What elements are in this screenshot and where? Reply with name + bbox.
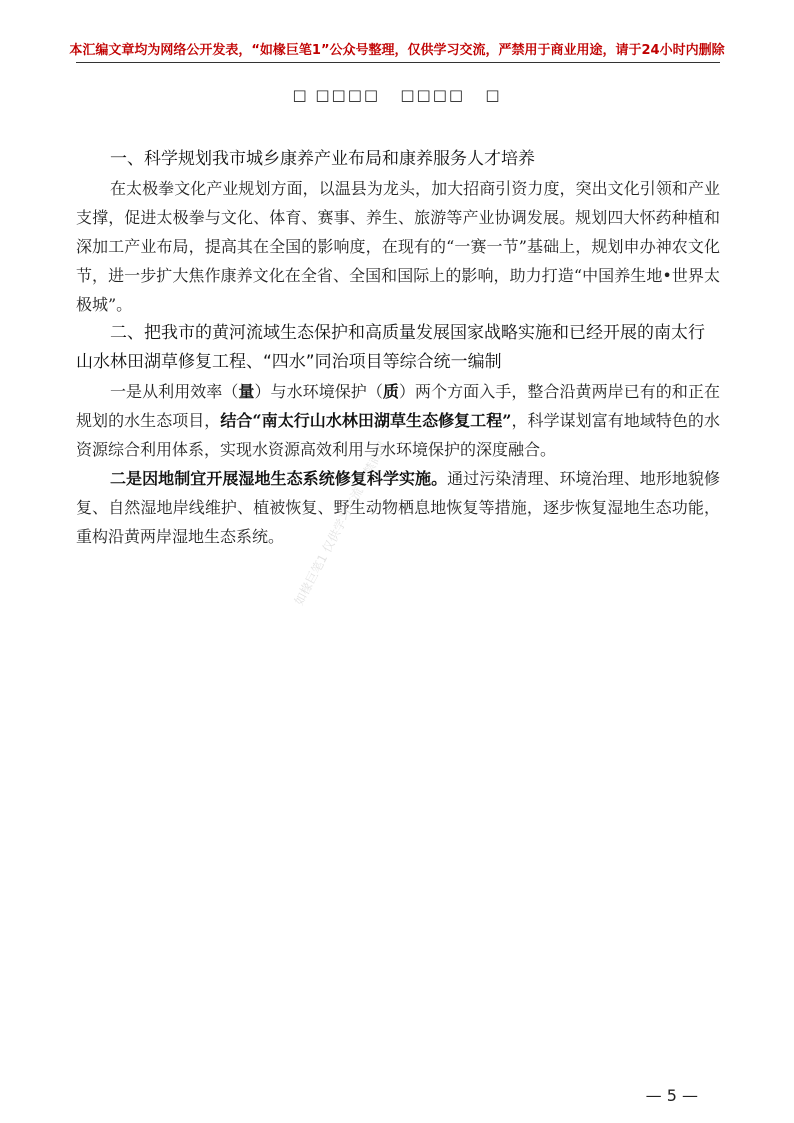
para-text: ）两个方面入手，整合沿黄两岸已有的和正在规划的水生态项目， [76,382,720,430]
para-text: 一是从利用效率（ [110,382,239,401]
section-1-paragraph: 在太极拳文化产业规划方面，以温县为龙头，加大招商引资力度，突出文化引领和产业支撑，促进太极拳与文化、体育、赛事、养生、旅游等产业协调发展。规划四大怀药种植和深加工产业布局，提高其在全国的影响度，在现有的“一赛一节”基础上，规划申办神农文化节，进一步扩大焦作康养文化在全省、全国和国际上的影响，助力打造“中国养生地•世界太极城”。 [76,179,720,314]
section-heading-2: 二、把我市的黄河流域生态保护和高质量发展国家战略实施和已经开展的南太行山水林田湖草修复工程、“四水”同治项目等综合统一编制 [76,323,705,372]
para-text: ，科学谋划富有地域特色的水资源综合利用体系，实现水资源高效利用与水环境保护的深度融合。 [76,411,720,459]
page-number: — 5 — [645,1086,698,1105]
section-2-paragraph-2 [76,464,720,551]
para-text: 通过污染清理、环境治理、地形地貌修复、自然湿地岸线维护、植被恢复、野生动物栖息地恢复等措施，逐步恢复湿地生态功能，重构沿黄两岸湿地生态系统。 [76,469,720,546]
section-heading-1: 一、科学规划我市城乡康养产业布局和康养服务人才培养 [110,149,535,169]
header-title: □ □□□□ □□□□ □ [292,86,502,104]
para-bold: 二是因地制宜开展湿地生态系统修复科学实施。 [110,469,448,488]
para-bold: 质 [382,382,399,401]
watermark: 如椽巨笔1 仅供学习交流 严禁商用 [291,439,391,608]
copyright-notice: 本汇编文章均为网络公开发表，“如椽巨笔1”公众号整理，仅供学习交流，严禁用于商业用途，请于24小时内删除 [69,43,725,58]
section-2-paragraph-1 [76,377,720,464]
para-bold: 量 [238,382,255,401]
header-divider [76,62,720,63]
para-bold: 结合“南太行山水林田湖草生态修复工程” [220,411,512,430]
document-body [76,145,720,551]
para-text: ）与水环境保护（ [254,382,383,401]
